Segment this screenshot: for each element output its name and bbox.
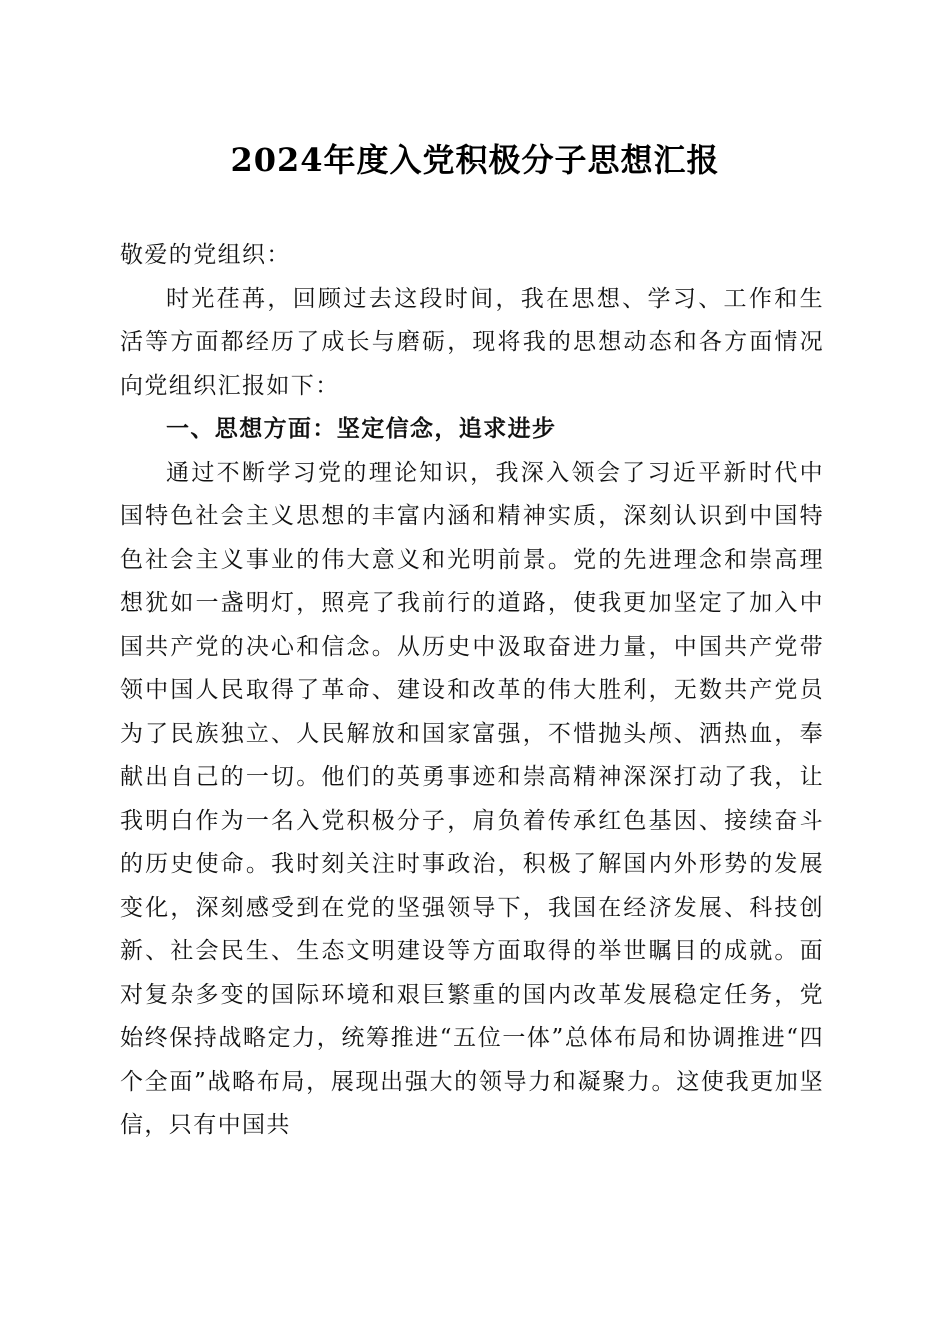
section-paragraph: 通过不断学习党的理论知识，我深入领会了习近平新时代中国特色社会主义思想的丰富内涵和精神实质，深刻认识到中国特色社会主义事业的伟大意义和光明前景。党的先进理念和崇高理想犹如一盏明灯，照亮了我前行的道路，使我更加坚定了加入中国共产党的决心和信念。从历史中汲取奋进力量，中国共产党带领中国人民取得了革命、建设和改革的伟大胜利，无数共产党员为了民族独立、人民解放和国家富强，不惜抛头颅、洒热血，奉献出自己的一切。他们的英勇事迹和崇高精神深深打动了我，让我明白作为一名入党积极分子，肩负着传承红色基因、接续奋斗的历史使命。我时刻关注时事政治，积极了解国内外形势的发展变化，深刻感受到在党的坚强领导下，我国在经济发展、科技创新、社会民生、生态文明建设等方面取得的举世瞩目的成就。面对复杂多变的国际环境和艰巨繁重的国内改革发展稳定任务，党始终保持战略定力，统筹推进“五位一体”总体布局和协调推进“四个全面”战略布局，展现出强大的领导力和凝聚力。这使我更加坚信，只有中国共 [120,459,824,1138]
intro-paragraph: 时光荏苒，回顾过去这段时间，我在思想、学习、工作和生活等方面都经历了成长与磨砺，现将我的思想动态和各方面情况向党组织汇报如下： [120,285,824,399]
document-body [120,234,824,1148]
document-title: 2024年度入党积极分子思想汇报 [230,141,720,179]
salutation: 敬爱的党组织： [120,242,291,268]
section-heading: 一、思想方面：坚定信念，追求进步 [166,416,557,442]
